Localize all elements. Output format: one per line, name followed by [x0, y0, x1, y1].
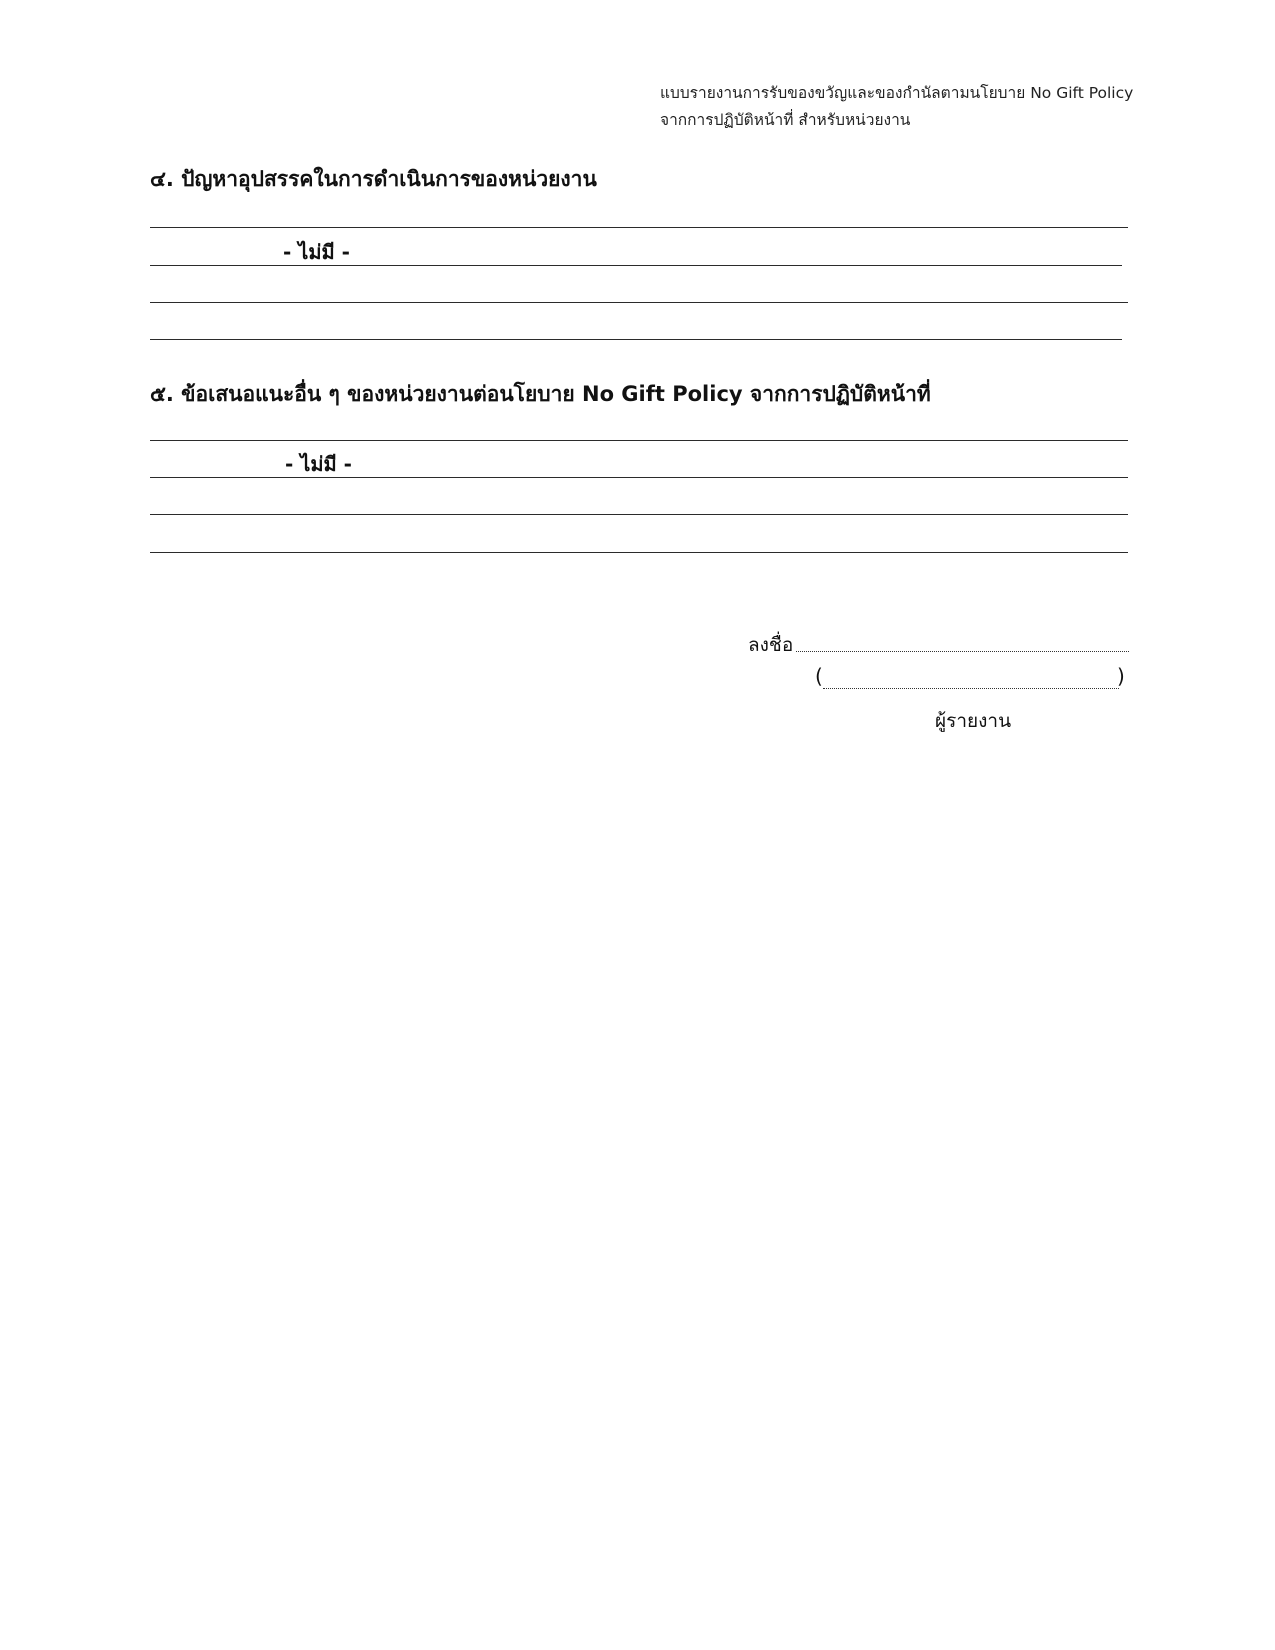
section-4-line-3 [150, 302, 1128, 303]
section-4-heading: ๔. ปัญหาอุปสรรคในการดำเนินการของหน่วยงาน [150, 167, 597, 191]
section-5-heading: ๕. ข้อเสนอแนะอื่น ๆ ของหน่วยงานต่อนโยบาย No Gift Policy จากการปฏิบัติหน้าที่ [150, 382, 931, 406]
section-4-answer: - ไม่มี - [283, 240, 350, 264]
name-open-paren: ( [815, 664, 823, 688]
name-close-paren: ) [1117, 664, 1125, 688]
document-header [660, 80, 1140, 134]
section-5-line-1 [150, 440, 1128, 441]
section-4-line-4 [150, 339, 1122, 340]
section-5-line-3 [150, 514, 1128, 515]
name-dotted-line [823, 688, 1119, 689]
signature-dotted-line [796, 651, 1129, 652]
section-4-line-2 [150, 265, 1122, 266]
section-4-line-1 [150, 227, 1128, 228]
signature-label: ลงชื่อ [748, 634, 794, 656]
section-5-line-2 [150, 477, 1128, 478]
section-5-line-4 [150, 552, 1128, 553]
reporter-label: ผู้รายงาน [935, 710, 1012, 732]
form-title-line-2: จากการปฏิบัติหน้าที่ สำหรับหน่วยงาน [660, 111, 911, 129]
form-title-line-1: แบบรายงานการรับของขวัญและของกำนัลตามนโยบาย No Gift Policy [660, 84, 1134, 102]
section-5-answer: - ไม่มี - [285, 452, 352, 476]
